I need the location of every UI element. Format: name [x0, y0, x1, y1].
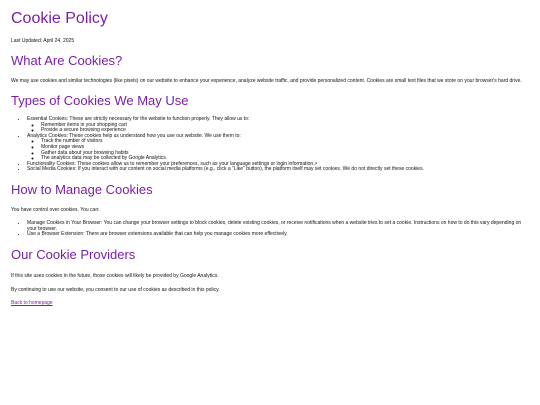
cookie-types-list [11, 117, 529, 173]
section-what-body: We may use cookies and similar technologies (like pixels) on our website to enhance your experience, analyze website traffic, and provide personalized content. Cookies are small text files that we store on your browser's hard drive. [11, 78, 522, 84]
sub-list-item: ◦ The analytics data may be collected by Google Analytics. [41, 156, 529, 162]
list-item: • Social Media Cookies: If you interact with our content on social media platforms (e.g., click a "Like" button), the platform itself may set cookies. We do not directly set these cookies. [27, 167, 529, 173]
section-manage-title: How to Manage Cookies [11, 181, 153, 197]
sub-list-item: ◦ Track the number of visitors [41, 139, 529, 145]
sub-list-item: ◦ Monitor page views [41, 145, 529, 151]
sub-list [27, 139, 529, 161]
manage-cookies-list [11, 221, 529, 238]
list-item: • Use a Browser Extension: There are browser extensions available that can help you manage cookies more effectively. [27, 232, 529, 238]
page-title: Cookie Policy [11, 10, 108, 27]
back-to-homepage-link[interactable]: Back to homepage [11, 299, 53, 306]
section-types-title: Types of Cookies We May Use [11, 93, 189, 108]
list-item: • Functionality Cookies: These cookies allow us to remember your preferences, such as your language settings or login information.> [27, 162, 529, 168]
sub-list-item: ◦ Gather data about your browsing habits [41, 151, 529, 157]
last-updated: Last Updated: April 24, 2025 [11, 38, 75, 44]
list-item [27, 134, 529, 162]
section-providers-title: Our Cookie Providers [11, 246, 136, 262]
list-item [27, 117, 529, 134]
list-item: • Manage Cookies in Your Browser: You can change your browser settings to block cookies, delete existing cookies, or receive notifications when a website tries to set a cookie. Instructions on how to do this vary depending on your browser. [27, 221, 529, 232]
consent-text: By continuing to use our website, you consent to our use of cookies as described in this policy. [11, 286, 220, 293]
section-manage-intro: You have control over cookies. You can: [11, 206, 100, 213]
sub-list-item: ◦ Provide a secure browsing experience [41, 128, 529, 134]
providers-text: If this site uses cookies in the future, those cookies will likely be provided by Google Analytics. [11, 272, 219, 279]
section-what-title: What Are Cookies? [11, 53, 123, 68]
list-item-text: Analytics Cookies: These cookies help us understand how you use our website. We use them to: [27, 132, 241, 139]
list-item-text: Essential Cookies: These are strictly necessary for the website to function properly. They allow us to: [27, 116, 250, 122]
sub-list-item: ◦ Remember items in your shopping cart [41, 123, 529, 129]
